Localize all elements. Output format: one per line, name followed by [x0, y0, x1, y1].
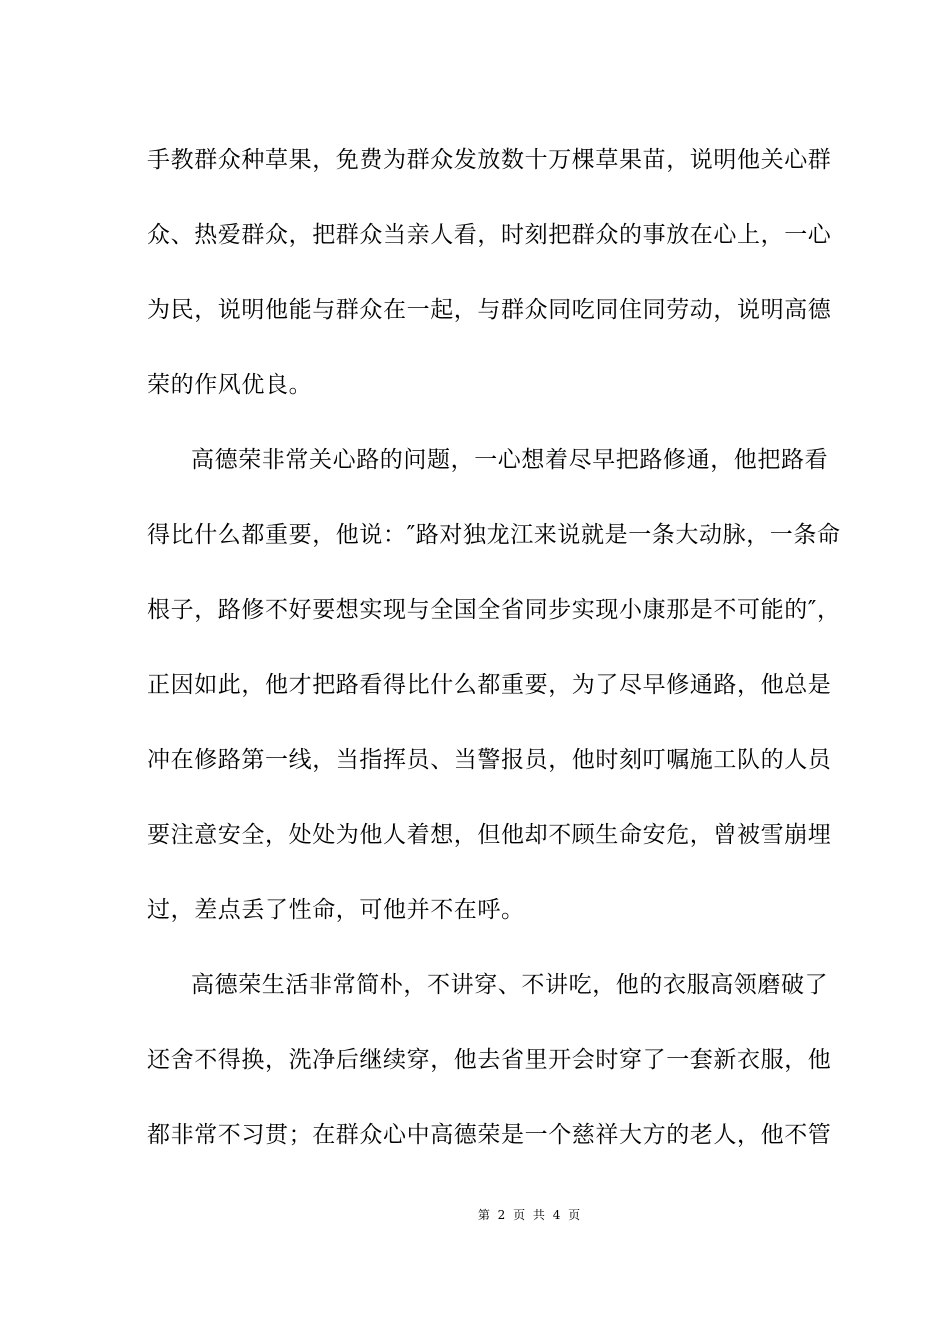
page-number-footer: 第 2 页 共 4 页: [477, 1208, 583, 1222]
text-line: 手教群众种草果，免费为群众发放数十万棵草果苗，说明他关心群: [147, 147, 832, 173]
text-line: 正因如此，他才把路看得比什么都重要，为了尽早修通路，他总是: [147, 672, 832, 698]
text-line: 高德荣非常关心路的问题，一心想着尽早把路修通，他把路看: [191, 447, 829, 473]
text-line: 高德荣生活非常简朴，不讲穿、不讲吃，他的衣服高领磨破了: [191, 972, 829, 998]
text-line: 为民，说明他能与群众在一起，与群众同吃同住同劳动，说明高德: [147, 297, 832, 323]
text-line: 要注意安全，处处为他人着想，但他却不顾生命安危，曾被雪崩埋: [147, 822, 832, 848]
document-body: [147, 130, 841, 1180]
text-line: 众、热爱群众，把群众当亲人看，时刻把群众的事放在心上，一心: [147, 222, 832, 248]
text-line: 过，差点丢了性命，可他并不在呼。: [147, 897, 525, 923]
text-line: 冲在修路第一线，当指挥员、当警报员，他时刻叮嘱施工队的人员: [147, 747, 832, 773]
text-line: 得比什么都重要，他说：″路对独龙江来说就是一条大动脉，一条命: [147, 522, 841, 548]
text-line: 还舍不得换，洗净后继续穿，他去省里开会时穿了一套新衣服，他: [147, 1047, 832, 1073]
text-line: 根子，路修不好要想实现与全国全省同步实现小康那是不可能的″，: [147, 597, 841, 623]
text-line: 荣的作风优良。: [147, 372, 313, 398]
text-line: 都非常不习贯；在群众心中高德荣是一个慈祥大方的老人，他不管: [147, 1122, 832, 1148]
